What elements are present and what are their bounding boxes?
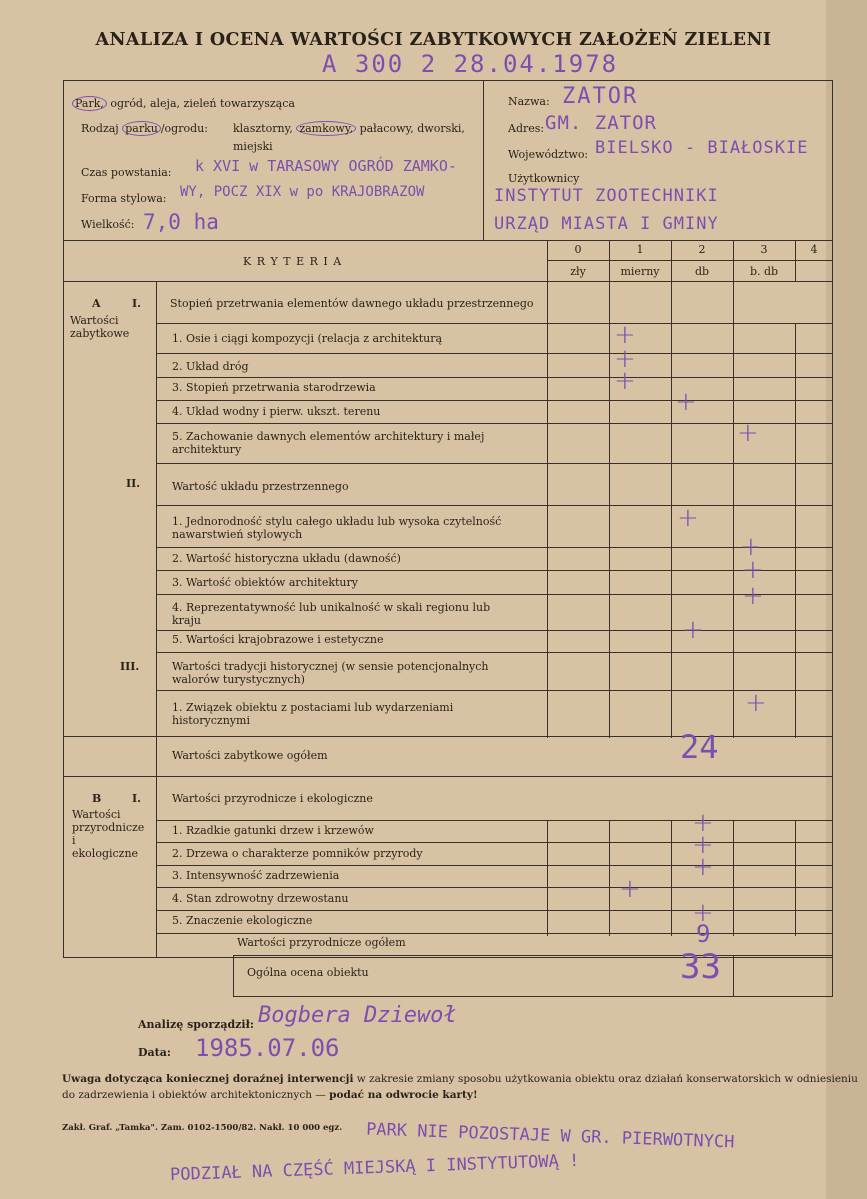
line-a2-4: [156, 630, 833, 631]
rodzaj-parku: parku: [122, 121, 161, 136]
score-0: 0: [574, 243, 582, 256]
score-2: 2: [698, 243, 706, 256]
wielkosc-label: Wielkość:: [81, 218, 135, 231]
woj-label: Województwo:: [508, 148, 589, 161]
uzyt-label: Użytkownicy: [508, 172, 580, 185]
line-a1-1: [156, 353, 833, 354]
score-4: 4: [810, 243, 818, 256]
info-divider: [483, 80, 484, 240]
a2-row-3: 3. Wartość obiektów architektury: [172, 576, 358, 589]
page-title: ANALIZA I OCENA WARTOŚCI ZABYTKOWYCH ZAŁOŻEŃ ZIELENI: [95, 30, 772, 50]
b-row-2: 2. Drzewa o charakterze pomników przyrody: [172, 847, 423, 860]
section-col-line: [156, 281, 157, 958]
section-b-roman: I.: [132, 792, 141, 805]
handwritten-note-2: PODZIAŁ NA CZĘŚĆ MIEJSKĄ I INSTYTUTOWĄ !: [169, 1150, 580, 1186]
line-b-3: [156, 887, 833, 888]
rodzaj-miejski: miejski: [233, 140, 273, 153]
forma-label: Forma stylowa:: [81, 192, 167, 205]
mark-a2-1: +: [677, 503, 699, 533]
uwaga-end: podać na odwrocie karty!: [329, 1089, 478, 1101]
park-word: Park,: [72, 96, 107, 111]
line-b-1: [156, 842, 833, 843]
wielkosc-value: 7,0 ha: [143, 210, 219, 234]
mark-b-3: +: [692, 852, 714, 882]
a2-row-1: 1. Jednorodność stylu całego układu lub wysoka czytelność nawarstwień stylowych: [172, 515, 502, 541]
b-col-line-0: [547, 820, 548, 936]
b-col-line-4: [795, 820, 796, 936]
imprint: Zakł. Graf. „Tamka". Zam. 0102-1500/82. Nakł. 10 000 egz.: [62, 1123, 343, 1133]
line-a2-1: [156, 547, 833, 548]
a1-row-4: 4. Układ wodny i pierw. ukszt. terenu: [172, 405, 381, 418]
a1-row-3: 3. Stopień przetrwania starodrzewia: [172, 381, 376, 394]
analiza-signature: Bogbera Dziewoł: [258, 1003, 457, 1028]
park-line: [72, 97, 295, 110]
line-a1-title: [156, 323, 833, 324]
uwaga-note: [62, 1071, 862, 1103]
czas-value: k XVI w TARASOWY OGRÓD ZAMKO-: [195, 157, 457, 175]
line-sum-a: [63, 776, 833, 777]
col-line-2: [671, 240, 672, 738]
section-a2-roman: II.: [126, 477, 141, 490]
a1-row-5: 5. Zachowanie dawnych elementów architektury i małej architektury: [172, 430, 485, 456]
nazwa-label: Nazwa:: [508, 95, 550, 108]
mark-b-1: +: [692, 808, 714, 838]
b-col-line-1: [609, 820, 610, 936]
b-row-1: 1. Rzadkie gatunki drzew i krzewów: [172, 824, 374, 837]
data-label: Data:: [138, 1046, 171, 1059]
mark-a1-2: +: [614, 344, 636, 374]
archive-stamp-handwritten: A 300 2 28.04.1978: [322, 50, 619, 78]
a2-row-5: 5. Wartości krajobrazowe i estetyczne: [172, 633, 384, 646]
col-line-3: [733, 240, 734, 738]
sum-b-value: 9: [696, 920, 711, 948]
rodzaj-rest: pałacowy, dworski,: [359, 122, 465, 135]
b-col-line-3: [733, 820, 734, 936]
uzyt-value-1: INSTYTUT ZOOTECHNIKI: [494, 186, 719, 206]
col-line-0: [547, 240, 548, 738]
b-title: Wartości przyrodnicze i ekologiczne: [172, 792, 373, 805]
line-b-title: [156, 820, 833, 821]
a1-row-1: 1. Osie i ciągi kompozycji (relacja z architekturą: [172, 332, 443, 345]
b-row-3: 3. Intensywność zadrzewienia: [172, 869, 340, 882]
total-divider: [733, 955, 734, 997]
score-label-2: db: [694, 265, 710, 278]
header-mid-line: [547, 260, 833, 261]
mark-a1-5: +: [737, 418, 759, 448]
header-bottom-line: [63, 281, 833, 282]
line-a3-title: [156, 690, 833, 691]
section-a-label: Wartości zabytkowe: [70, 314, 130, 340]
rodzaj-label: Rodzaj: [81, 122, 119, 135]
park-rest: ogród, aleja, zieleń towarzysząca: [110, 97, 295, 110]
line-b-5: [156, 933, 833, 934]
rodzaj-line: [81, 122, 208, 135]
mark-a2-5: +: [682, 615, 704, 645]
a2-title: Wartość układu przestrzennego: [172, 480, 349, 493]
total-label: Ogólna ocena obiektu: [247, 966, 369, 979]
mark-a2-2: +: [740, 532, 762, 562]
score-3: 3: [760, 243, 768, 256]
line-a1-4: [156, 423, 833, 424]
line-a1-3: [156, 400, 833, 401]
mark-a3-1: +: [745, 688, 767, 718]
a3-row-1: 1. Związek obiektu z postaciami lub wydarzeniami historycznymi: [172, 701, 454, 727]
total-value: 33: [680, 947, 721, 987]
mark-a1-3: +: [614, 366, 636, 396]
uwaga-bold: Uwaga dotycząca koniecznej doraźnej interwencji: [62, 1073, 354, 1085]
score-label-0: zły: [570, 265, 586, 278]
score-label-1: mierny: [620, 265, 660, 278]
line-a1-2: [156, 377, 833, 378]
adres-value: GM. ZATOR: [545, 112, 657, 134]
mark-a1-4: +: [675, 387, 697, 417]
mark-a2-3: +: [742, 555, 764, 585]
score-1: 1: [636, 243, 644, 256]
sum-b-label: Wartości przyrodnicze ogółem: [237, 936, 406, 949]
line-a2-title: [156, 505, 833, 506]
mark-a2-4: +: [742, 581, 764, 611]
rodzaj-klasztorny: klasztorny,: [233, 122, 293, 135]
kryteria-heading: K R Y T E R I A: [243, 255, 343, 268]
woj-value: BIELSKO - BIAŁOSKIE: [595, 138, 809, 158]
uzyt-value-2: URZĄD MIASTA I GMINY: [494, 214, 719, 234]
line-a2-2: [156, 570, 833, 571]
a2-row-2: 2. Wartość historyczna układu (dawność): [172, 552, 401, 565]
forma-value: WY, POCZ XIX w po KRAJOBRAZOW: [180, 184, 425, 200]
mark-a1-1: +: [614, 320, 636, 350]
data-value: 1985.07.06: [195, 1034, 340, 1062]
sum-a-value: 24: [680, 728, 719, 766]
mark-b-2: +: [692, 830, 714, 860]
line-b-2: [156, 865, 833, 866]
b-col-line-2: [671, 820, 672, 936]
col-line-1: [609, 240, 610, 738]
rodzaj-ogrodu: /ogrodu:: [160, 122, 208, 135]
b-row-4: 4. Stan zdrowotny drzewostanu: [172, 892, 349, 905]
adres-label: Adres:: [508, 122, 545, 135]
handwritten-note-1: PARK NIE POZOSTAJE W GR. PIERWOTNYCH: [365, 1119, 735, 1153]
score-label-3: b. db: [749, 265, 779, 278]
uwaga-text: w zakresie zmiany sposobu użytkowania obiektu oraz działań konserwatorskich w odniesieniu do zadrzewienia i obiektów architektonicznych —: [62, 1073, 858, 1101]
rodzaj-types: [233, 122, 465, 135]
a3-title: Wartości tradycji historycznej (w sensie potencjonalnych walorów turystycznych): [172, 660, 489, 686]
section-a-roman: I.: [132, 297, 141, 310]
section-a3-roman: III.: [120, 660, 140, 673]
nazwa-value: ZATOR: [562, 84, 639, 109]
col-line-4b: [795, 323, 796, 738]
a1-title: Stopień przetrwania elementów dawnego układu przestrzennego: [170, 297, 534, 310]
b-row-5: 5. Znaczenie ekologiczne: [172, 914, 313, 927]
a2-row-4: 4. Reprezentatywność lub unikalność w skali regionu lub kraju: [172, 601, 491, 627]
section-b-letter: B: [92, 792, 102, 805]
line-a2-3: [156, 594, 833, 595]
mark-b-4: +: [619, 874, 641, 904]
rodzaj-zamkowy: zamkowy,: [296, 121, 356, 136]
sum-a-label: Wartości zabytkowe ogółem: [172, 749, 328, 762]
a1-row-2: 2. Układ dróg: [172, 360, 249, 373]
czas-label: Czas powstania:: [81, 166, 172, 179]
line-a2-5: [156, 652, 833, 653]
analiza-label: Analizę sporządził:: [138, 1018, 254, 1031]
section-b-label: Wartości przyrodnicze i ekologiczne: [72, 808, 145, 860]
mark-b-5: +: [692, 898, 714, 928]
section-a-letter: A: [92, 297, 101, 310]
line-a1-5: [156, 463, 833, 464]
line-b-4: [156, 910, 833, 911]
